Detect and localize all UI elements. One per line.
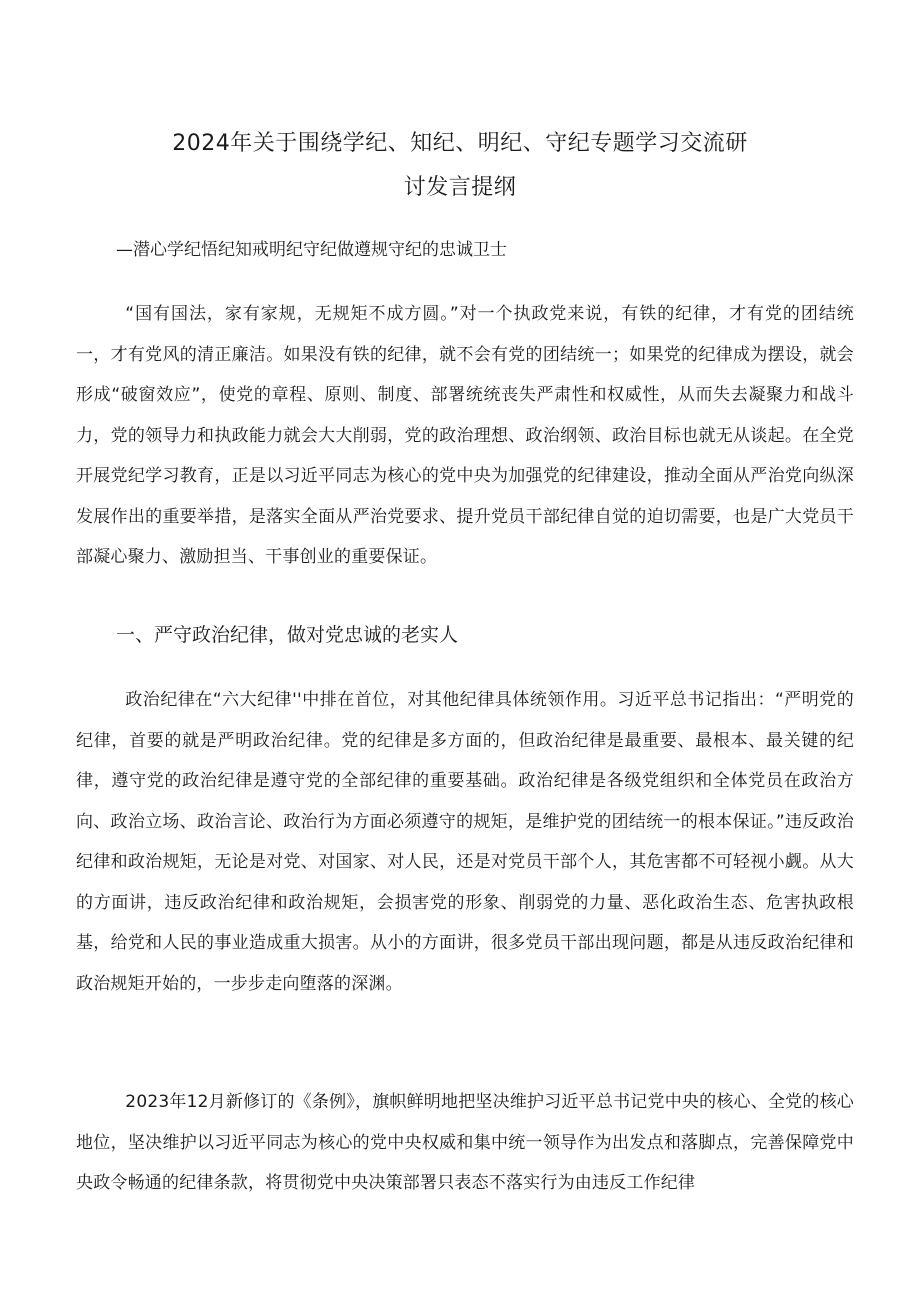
document-subtitle: —潜心学纪悟纪知戒明纪守纪做遵规守纪的忠诚卫士 [116, 240, 507, 260]
document-title-line-1: 2024年关于围绕学纪、知纪、明纪、守纪专题学习交流研 [172, 131, 748, 156]
document-title-line-2: 讨发言提纲 [403, 175, 517, 200]
section-1-paragraph-1: 政治纪律在“六大纪律''中排在首位，对其他纪律具体统领作用。习近平总书记指出：“严明党的纪律，首要的就是严明政治纪律。党的纪律是多方面的，但政治纪律是最重要、最根本、最关键的纪律，遵守党的政治纪律是遵守党的全部纪律的重要基础。政治纪律是各级党组织和全体党员在政治方向、政治立场、政治言论、政治行为方面必须遵守的规矩，是维护党的团结统一的根本保证。”违反政治纪律和政治规矩，无论是对党、对国家、对人民，还是对党员干部个人，其危害都不可轻视小觑。从大的方面讲，违反政治纪律和政治规矩，会损害党的形象、削弱党的力量、恶化政治生态、危害执政根基，给党和人民的事业造成重大损害。从小的方面讲，很多党员干部出现问题，都是从违反政治纪律和政治规矩开始的，一步步走向堕落的深渊。 [76, 690, 854, 994]
intro-paragraph: “国有国法，家有家规，无规矩不成方圆。”对一个执政党来说，有铁的纪律，才有党的团结统一，才有党风的清正廉洁。如果没有铁的纪律，就不会有党的团结统一；如果党的纪律成为摆设，就会形成“破窗效应”，使党的章程、原则、制度、部署统统丧失严肃性和权威性，从而失去凝聚力和战斗力，党的领导力和执政能力就会大大削弱，党的政治理想、政治纲领、政治目标也就无从谈起。在全党开展党纪学习教育，正是以习近平同志为核心的党中央为加强党的纪律建设，推动全面从严治党向纵深发展作出的重要举措，是落实全面从严治党要求、提升党员干部纪律自觉的迫切需要，也是广大党员干部凝心聚力、激励担当、干事创业的重要保证。 [76, 304, 854, 567]
section-1-paragraph-2: 2023年12月新修订的《条例》，旗帜鲜明地把坚决维护习近平总书记党中央的核心、全党的核心地位，坚决维护以习近平同志为核心的党中央权威和集中统一领导作为出发点和落脚点，完善保障党中央政令畅通的纪律条款，将贯彻党中央决策部署只表态不落实行为由违反工作纪律 [76, 1092, 854, 1193]
section-heading-1: 一、严守政治纪律，做对党忠诚的老实人 [116, 624, 459, 646]
